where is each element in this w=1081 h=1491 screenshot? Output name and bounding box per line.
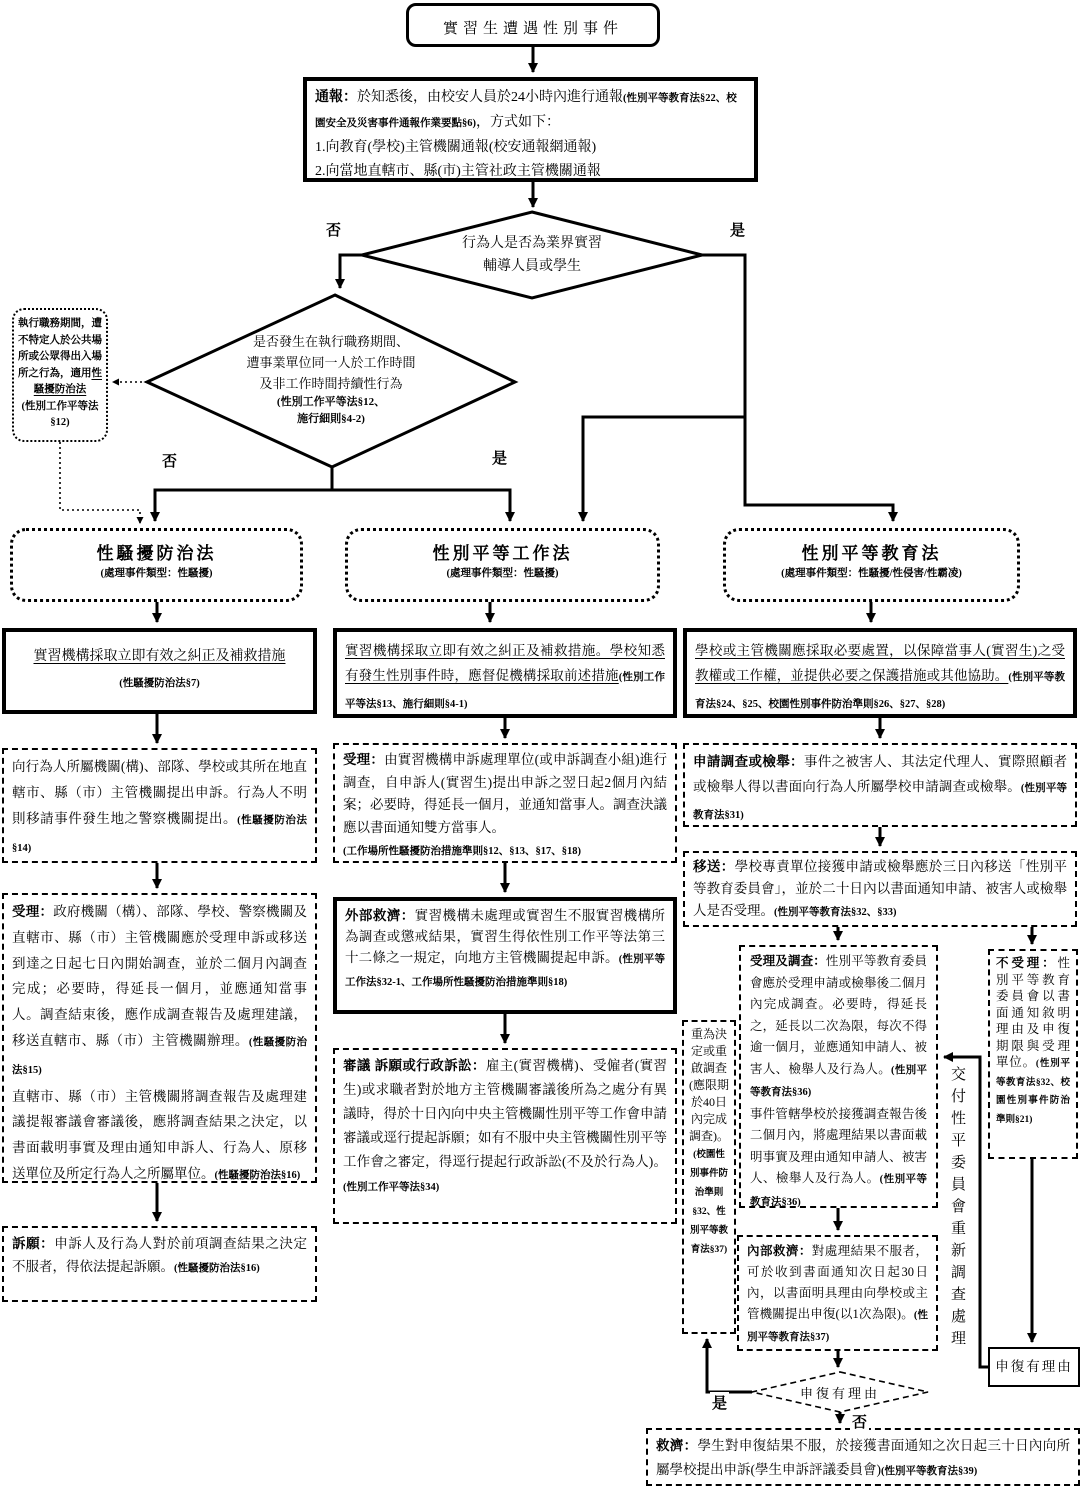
track3-rejection-box: 不受理：性別平等教育委員會以書面通知敘明理由及申復期限與受理單位。(性別平等教育法§32、校園性別事件防治準則§21) [988, 949, 1078, 1159]
notify-item-2: 2.向當地直轄市、縣(市)主管社政主管機關通報 [315, 164, 601, 179]
dotted-note-track1 [60, 442, 140, 523]
decision1-yes-label: 是 [728, 219, 747, 240]
arrow-decision1-no [340, 255, 362, 288]
notify-law: (性別平等教育法§22、校園安全及災害事件通報作業要點§6) [315, 93, 737, 129]
track3-redecision-box: 重為決定或重啟調查(應限期於40日內完成調查)。(校園性別事件防治準則§32、性別平等教育法§37) [682, 1020, 736, 1334]
track2-remedy-box: 實習機構採取立即有效之糾正及補救措施。學校知悉有發生性別事件時，應督促機構採取前述措施(性別工作平等法§13、施行細則§4-1) [333, 628, 677, 718]
arrow-decision1-yes-track2 [583, 417, 745, 521]
decision2-no-label: 否 [160, 450, 179, 471]
decision1-no-label: 否 [324, 219, 343, 240]
arrow-decision1-yes-track3 [702, 255, 893, 521]
track2-review-box: 審議 訴願或行政訴訟：雇主(實習機構)、受僱者(實習生)或求職者對於地方主管機關審議後所為之處分有異議時，得於十日內向中央主管機關性別平等工作會申請審議或逕行提起訴願；如有不服中央主管機關性別平等工作會之審定，得逕行提起行政訴訟(不及於行為人)。(性別工作平等法§34) [333, 1048, 677, 1224]
side-note-emphasis: 性騷擾防治法 [33, 367, 102, 395]
arrow-decision2-yes [332, 490, 510, 521]
arrow-decision2-no [155, 467, 332, 521]
track3-investigation-box: 受理及調查：性別平等教育委員會應於受理申請或檢舉後二個月內完成調查。必要時，得延長之，延長以二次為限，每次不得逾一個月，並應通知申請人、被害人、檢舉人及行為人。(性別平等教育法§36) 事件管轄學校於接獲調查報告後二個月內，將處理結果以書面載明事實及理由通知申請人、被害人、檢舉人及行為人。(性別平等教育法§36) [739, 945, 938, 1208]
track3-header [723, 528, 1020, 602]
notify-body: 於知悉後，由校安人員於24小時內進行通報 [357, 90, 623, 105]
track2-header [345, 528, 660, 602]
track1-subtitle: (處理事件類型：性騷擾) [100, 568, 213, 579]
decision3-label: 申復有理由 [799, 1386, 880, 1401]
side-note-box: 執行職務期間，遭不特定人於公共場所或公眾得出入場所之行為，適用性騷擾防治法 (性別工作平等法§12) [12, 308, 108, 442]
recommit-vertical-label: 交付性平委員會重新調查處理 [949, 1066, 965, 1352]
track1-complaint-box: 向行為人所屬機關(構)、部隊、學校或其所在地直轄市、縣（市）主管機關提出申訴。行為人不明則移請事件發生地之警察機關提出。(性騷擾防治法§14) [2, 748, 317, 863]
start-node: 實習生遭遇性別事件 [406, 3, 660, 47]
notify-box: 通報：於知悉後，由校安人員於24小時內進行通報(性別平等教育法§22、校園安全及災害事件通報作業要點§6)，方式如下： 1.向教育(學校)主管機關通報(校安通報網通報) 2.向當地直轄市、縣(市)主管社政主管機關通報 [303, 77, 758, 182]
track2-title: 性別平等工作法 [432, 544, 573, 563]
decision1-label: 行為人是否為業界實習 輔導人員或學生 [462, 236, 602, 274]
track3-transfer-box: 移送：學校專責單位接獲申請或檢舉應於三日內移送「性別平等教育委員會」，並於二十日內以書面通知申請、被害人或檢舉人是否受理。(性別平等教育法§32、§33) [683, 851, 1077, 927]
track1-acceptance-box: 受理：政府機關（構）、部隊、學校、警察機關及直轄市、縣（市）主管機關應於受理申訴或移送到達之日起七日內開始調查，並於二個月內調查完成；必要時，得延長一個月，並應通知當事人。調查結束後，應作成調查報告及處理建議，移送直轄市、縣（市）主管機關辦理。(性騷擾防治法§15) 直轄市、縣（市）主管機關將調查報告及處理建議提報審議會審議後，應將調查結果之決定，以書面載明事實及理由通知申訴人、行為人、原移送單位及所定行為人之所屬單位。(性騷擾防治法§16) [2, 893, 317, 1183]
track3-title: 性別平等教育法 [801, 544, 942, 563]
track2-external-remedy-box: 外部救濟：實習機構未處理或實習生不服實習機構所為調查或懲戒結果，實習生得依性別工作平等法第三十二條之一規定，向地方主管機關提起申訴。(性別平等工作法§32-1、工作場所性騷擾防治措施準則§18) [333, 897, 677, 1014]
track1-appeal-box: 訴願：申訴人及行為人對於前項調查結果之決定不服者，得依法提起訴願。(性騷擾防治法§16) [2, 1226, 317, 1302]
track3-apply-box: 申請調查或檢舉：事件之被害人、其法定代理人、實際照顧者或檢舉人得以書面向行為人所屬學校申請調查或檢舉。(性別平等教育法§31) [683, 743, 1077, 827]
decision3-no-label: 否 [850, 1411, 869, 1432]
track3-subtitle: (處理事件類型：性騷擾/性侵害/性霸凌) [781, 568, 962, 579]
track3-relief-box: 救濟：學生對申復結果不服，於接獲書面通知之次日起三十日內向所屬學校提出申訴(學生申訴評議委員會)(性別平等教育法§39) [646, 1428, 1080, 1486]
track1-remedy-box: 實習機構採取立即有效之糾正及補救措施 (性騷擾防治法§7) [2, 628, 317, 714]
decision2-yes-label: 是 [490, 447, 509, 468]
decision2-label: 是否發生在執行職務期間、 遭事業單位同一人於工作時間 及非工作時間持續性行為 (性別工作平等法§12、 施行細則§4-2) [246, 334, 416, 425]
track1-header [10, 528, 303, 602]
notify-title: 通報： [315, 90, 357, 105]
track2-subtitle: (處理事件類型：性騷擾) [446, 568, 559, 579]
track3-internal-remedy-box: 內部救濟：對處理結果不服者，可於收到書面通知次日起30日內，以書面明具理由向學校或主管機關提出申復(以1次為限)。(性別平等教育法§37) [737, 1235, 938, 1351]
track2-acceptance-box: 受理：由實習機構申訴處理單位(或申訴調查小組)進行調查，自申訴人(實習生)提出申訴之翌日起2個月內結案；必要時，得延長一個月，並通知當事人。調查決議應以書面通知雙方當事人。 (工作場所性騷擾防治措施準則§12、§13、§17、§18) [333, 743, 677, 863]
track3-remedy-box: 學校或主管機關應採取必要處置，以保障當事人(實習生)之受教權或工作權，並提供必要之保護措施或其他協助。(性別平等教育法§24、§25、校園性別事件防治準則§26、§27、§28) [683, 628, 1077, 718]
justified-box: 申復有理由 [988, 1347, 1080, 1387]
track1-title: 性騷擾防治法 [96, 544, 217, 563]
decision3-yes-label: 是 [710, 1392, 729, 1413]
notify-item-1: 1.向教育(學校)主管機關通報(校安通報網通報) [315, 140, 597, 155]
